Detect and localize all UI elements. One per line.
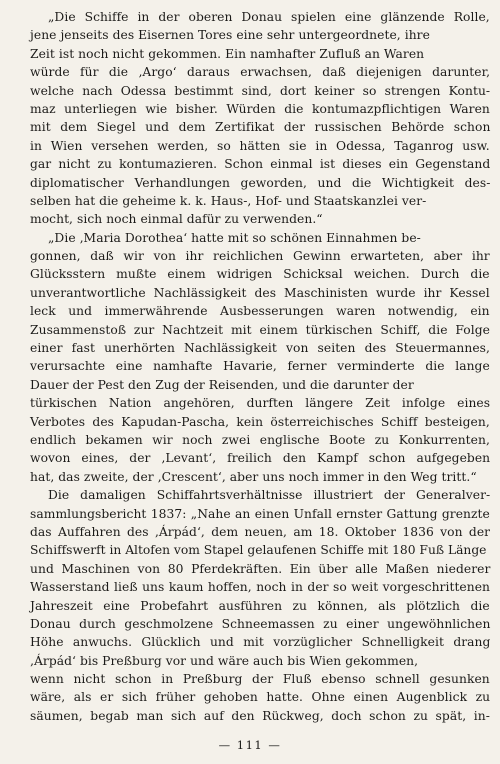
text-line: Wasserstand ließ uns kaum hoffen, noch in der so weit vorgeschrittenen — [30, 580, 491, 595]
text-line: „Die ‚Maria Dorothea‘ hatte mit so schönen Einnahmen be- — [48, 230, 421, 245]
text-line: säumen, begab man sich auf den Rückweg, doch schon zu spät, in- — [30, 708, 490, 723]
text-line: welche nach Odessa bestimmt sind, dort keiner so strengen Kontu- — [30, 83, 491, 98]
text-line: das Auffahren des ‚Árpád‘, dem neuen, am 18. Oktober 1836 von der — [30, 524, 491, 539]
text-line: mocht, sich noch einmal dafür zu verwenden.“ — [30, 212, 323, 227]
text-line: Verbotes des Kapudan-Pascha, kein österreichisches Schiff besteigen, — [30, 414, 490, 429]
text-line: Jahreszeit eine Probefahrt ausführen zu können, als plötzlich die — [30, 598, 490, 613]
text-line: einer fast unerhörten Nachlässigkeit von seiten des Steuermannes, — [30, 341, 490, 356]
text-line: gar nicht zu kontumazieren. Schon einmal ist dieses ein Gegenstand — [30, 157, 491, 172]
text-line: Glücksstern mußte einem widrigen Schicksal weichen. Durch die — [30, 267, 490, 282]
text-line: in Wien versehen werden, so hätten sie in Odessa, Taganrog usw. — [30, 138, 490, 153]
text-line: unverantwortliche Nachlässigkeit des Maschinisten wurde ihr Kessel — [30, 285, 490, 300]
text-line: maz unterliegen wie bisher. Würden die kontumazpflichtigen Waren — [30, 101, 490, 116]
text-line: ‚Árpád‘ bis Preßburg vor und wäre auch bis Wien gekommen, — [30, 653, 419, 668]
body-text — [30, 8, 490, 725]
text-line: sammlungsbericht 1837: „Nahe an einen Unfall ernster Gattung grenzte — [30, 506, 490, 521]
text-line: türkischen Nation angehören, durften längere Zeit infolge eines — [30, 396, 491, 411]
text-line: leck und immerwährende Ausbesserungen waren notwendig, ein — [30, 304, 490, 319]
page-number: — 111 — — [218, 738, 282, 752]
text-line: diplomatischer Verhandlungen geworden, und die Wichtigkeit des- — [30, 175, 491, 190]
text-line: wäre, als er sich früher gehoben hatte. Ohne einen Augenblick zu — [30, 690, 491, 705]
text-line: endlich bekamen wir noch zwei englische Boote zu Konkurrenten, — [30, 432, 490, 447]
text-line: würde für die ‚Argo‘ daraus erwachsen, daß diejenigen darunter, — [30, 65, 491, 80]
text-line: Die damaligen Schiffahrtsverhältnisse illustriert der Generalver- — [48, 488, 491, 503]
text-line: wenn nicht schon in Preßburg der Fluß ebenso schnell gesunken — [30, 672, 490, 687]
text-line: Zeit ist noch nicht gekommen. Ein namhafter Zufluß an Waren — [30, 46, 425, 61]
text-line: verursachte eine namhafte Havarie, ferner verminderte die lange — [30, 359, 490, 374]
text-line: Dauer der Pest den Zug der Reisenden, und die darunter der — [30, 377, 414, 392]
text-line: Donau durch geschmolzene Schneemassen zu einer ungewöhnlichen — [30, 616, 491, 631]
text-line: „Die Schiffe in der oberen Donau spielen eine glänzende Rolle, — [48, 10, 490, 24]
text-line: selben hat die geheime k. k. Haus-, Hof- und Staatskanzlei ver- — [30, 193, 427, 208]
text-line: Schiffswerft in Altofen vom Stapel gelaufenen Schiffe mit 180 Fuß Länge — [30, 543, 487, 558]
text-line: wovon eines, der ‚Levant‘, freilich den Kampf schon aufgegeben — [30, 451, 491, 466]
text-line: Zusammenstoß zur Nachtzeit mit einem türkischen Schiff, die Folge — [30, 322, 490, 337]
text-line: Höhe anwuchs. Glücklich und mit vorzüglicher Schnelligkeit drang — [30, 635, 491, 650]
text-line: und Maschinen von 80 Pferdekräften. Ein über alle Maßen niederer — [30, 561, 491, 576]
text-line: hat, das zweite, der ‚Crescent‘, aber uns noch immer in den Weg tritt.“ — [30, 469, 477, 484]
text-line: gonnen, daß wir von ihr reichlichen Gewinn erwarteten, aber ihr — [30, 249, 490, 264]
text-line: mit dem Siegel und dem Zertifikat der russischen Behörde schon — [30, 120, 491, 135]
text-line: jene jenseits des Eisernen Tores eine sehr untergeordnete, ihre — [30, 28, 430, 43]
